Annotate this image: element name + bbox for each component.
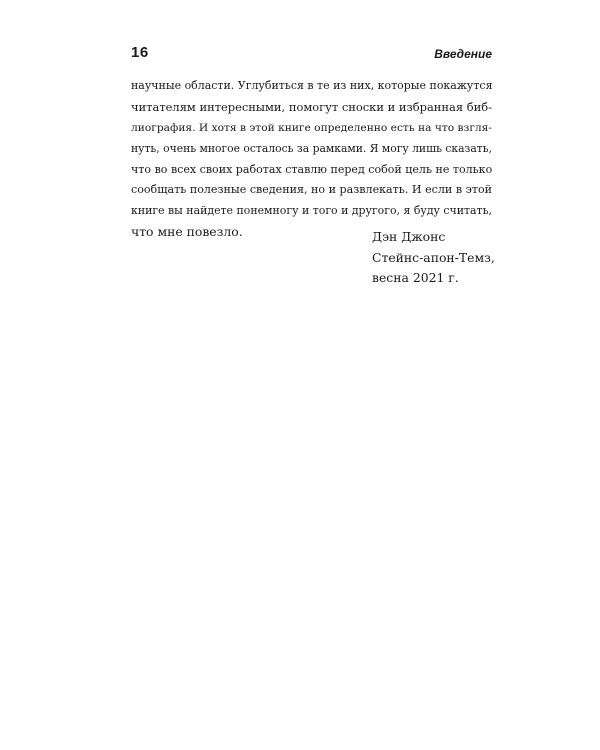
- page-number: 16: [131, 44, 149, 61]
- signature-author: Дэн Джонс: [372, 229, 446, 244]
- text-line: сообщать полезные сведения, но и развлекать. И если в этой: [131, 183, 492, 197]
- text-line: книге вы найдете понемногу и того и другого, я буду считать,: [131, 204, 492, 218]
- text-line: что во всех своих работах ставлю перед собой цель не только: [131, 162, 493, 176]
- text-line: что мне повезло.: [131, 224, 243, 240]
- signature-block: [372, 227, 495, 289]
- text-line: нуть, очень многое осталось за рамками. Я могу лишь сказать,: [131, 141, 492, 155]
- signature-place: Стейнс-апон-Темз,: [372, 249, 495, 265]
- text-line: лиография. И хотя в этой книге определенно есть на что взгля-: [131, 120, 492, 134]
- body-paragraph: [131, 76, 492, 243]
- text-line: научные области. Углубиться в те из них, которые покажутся: [131, 79, 493, 92]
- signature-date: весна 2021 г.: [372, 270, 459, 286]
- text-line: читателям интересными, помогут сноски и избранная биб-: [131, 99, 492, 114]
- running-head: Введение: [434, 47, 492, 61]
